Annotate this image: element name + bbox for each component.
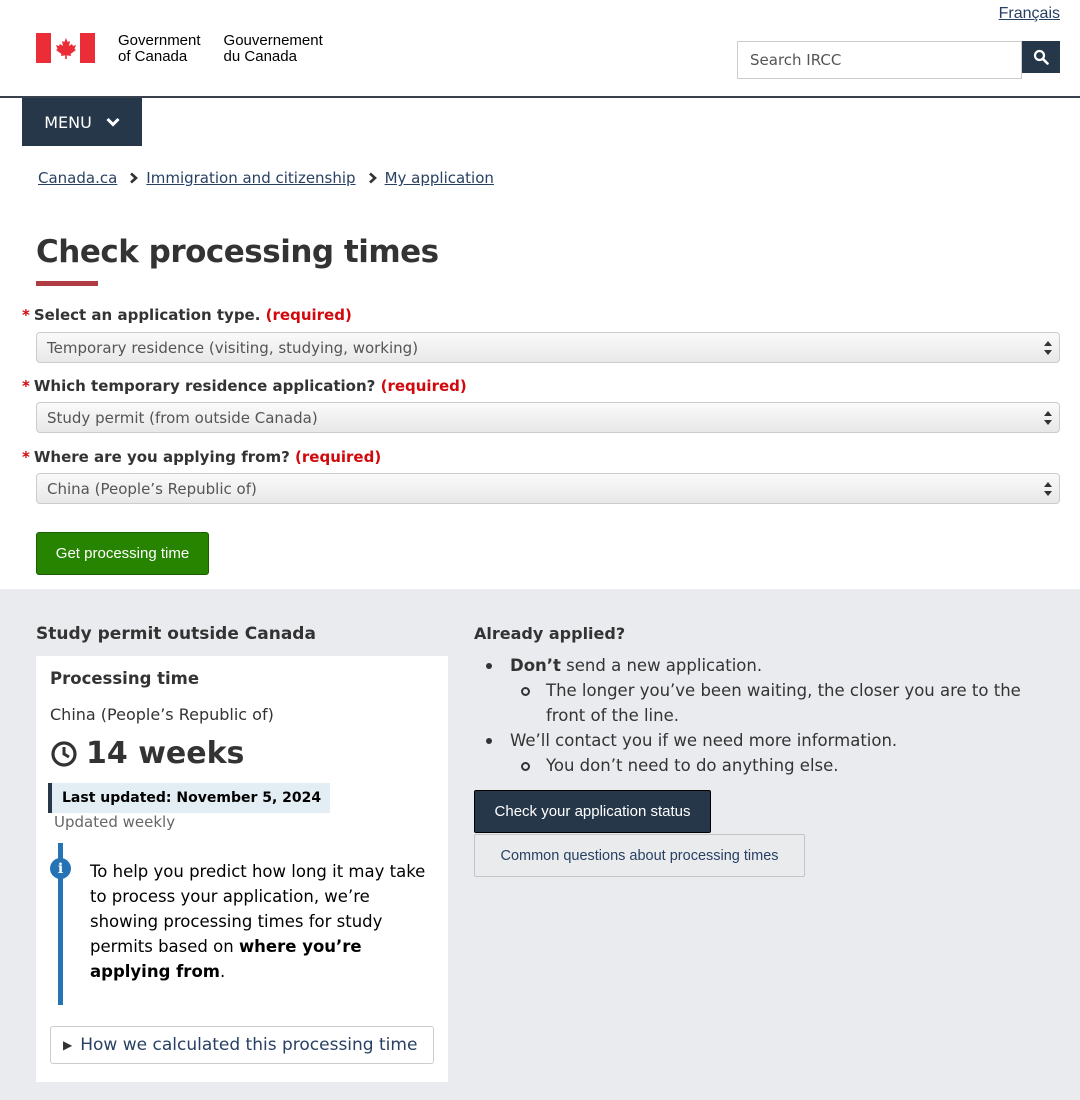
search-form [737, 41, 1060, 79]
already-applied-heading: Already applied? [474, 624, 626, 643]
select-arrows-icon [1043, 480, 1053, 498]
search-button[interactable] [1022, 41, 1060, 73]
info-icon: i [50, 858, 71, 879]
header-divider [0, 96, 1080, 98]
list-item: We’ll contact you if we need more information. [474, 728, 1054, 753]
breadcrumb-link-canada[interactable]: Canada.ca [38, 169, 118, 187]
calculation-details-toggle[interactable]: ▶ How we calculated this processing time [50, 1026, 434, 1064]
last-updated-label: Last updated: November 5, 2024 [48, 783, 330, 813]
application-type-select[interactable]: Temporary residence (visiting, studying, working) [36, 332, 1060, 363]
canada-flag-icon [36, 33, 95, 63]
already-applied-list [474, 653, 1054, 778]
page-title: Check processing times [36, 234, 439, 270]
info-alert-text: To help you predict how long it may take to process your application, we’re showing processing times for study permits based on where you’re applying from. [90, 862, 426, 981]
temporary-residence-label: * Which temporary residence application? (required) [22, 377, 467, 395]
main-menu-button[interactable] [22, 98, 142, 146]
chevron-right-icon [368, 172, 377, 184]
breadcrumb [38, 169, 494, 187]
clock-icon [50, 740, 78, 768]
list-item: The longer you’ve been waiting, the closer you are to the front of the line. [474, 678, 1054, 728]
common-questions-button[interactable]: Common questions about processing times [474, 834, 805, 877]
chevron-down-icon [106, 117, 120, 127]
disclosure-triangle-icon: ▶ [63, 1038, 73, 1052]
result-title: Study permit outside Canada [36, 624, 316, 644]
chevron-right-icon [129, 172, 138, 184]
language-toggle-link[interactable]: Français [998, 5, 1060, 22]
applying-from-label: * Where are you applying from? (required) [22, 448, 382, 466]
search-icon [1033, 49, 1049, 65]
list-item: Don’t send a new application. [474, 653, 1054, 678]
government-name-en: Government of Canada [118, 32, 201, 65]
application-type-label: * Select an application type. (required) [22, 306, 352, 324]
applying-from-select[interactable]: China (People’s Republic of) [36, 473, 1060, 504]
update-frequency: Updated weekly [54, 813, 176, 831]
select-arrows-icon [1043, 409, 1053, 427]
results-panel [0, 589, 1080, 1100]
selected-country: China (People’s Republic of) [50, 705, 274, 724]
list-item: You don’t need to do anything else. [474, 753, 1054, 778]
processing-time-value: 14 weeks [50, 736, 244, 771]
get-processing-time-button[interactable]: Get processing time [36, 532, 209, 575]
processing-time-card [36, 656, 448, 1082]
check-status-button[interactable]: Check your application status [474, 790, 711, 833]
government-name-fr: Gouvernement du Canada [223, 32, 323, 65]
search-input[interactable]: Search IRCC [737, 41, 1022, 79]
breadcrumb-link-immigration[interactable]: Immigration and citizenship [146, 169, 356, 187]
menu-label: MENU [44, 112, 92, 132]
breadcrumb-link-my-application[interactable]: My application [384, 169, 494, 187]
temporary-residence-select[interactable]: Study permit (from outside Canada) [36, 402, 1060, 433]
select-arrows-icon [1043, 339, 1053, 357]
title-underline [36, 281, 98, 286]
card-heading: Processing time [50, 669, 200, 688]
government-of-canada-signature[interactable] [36, 33, 323, 65]
